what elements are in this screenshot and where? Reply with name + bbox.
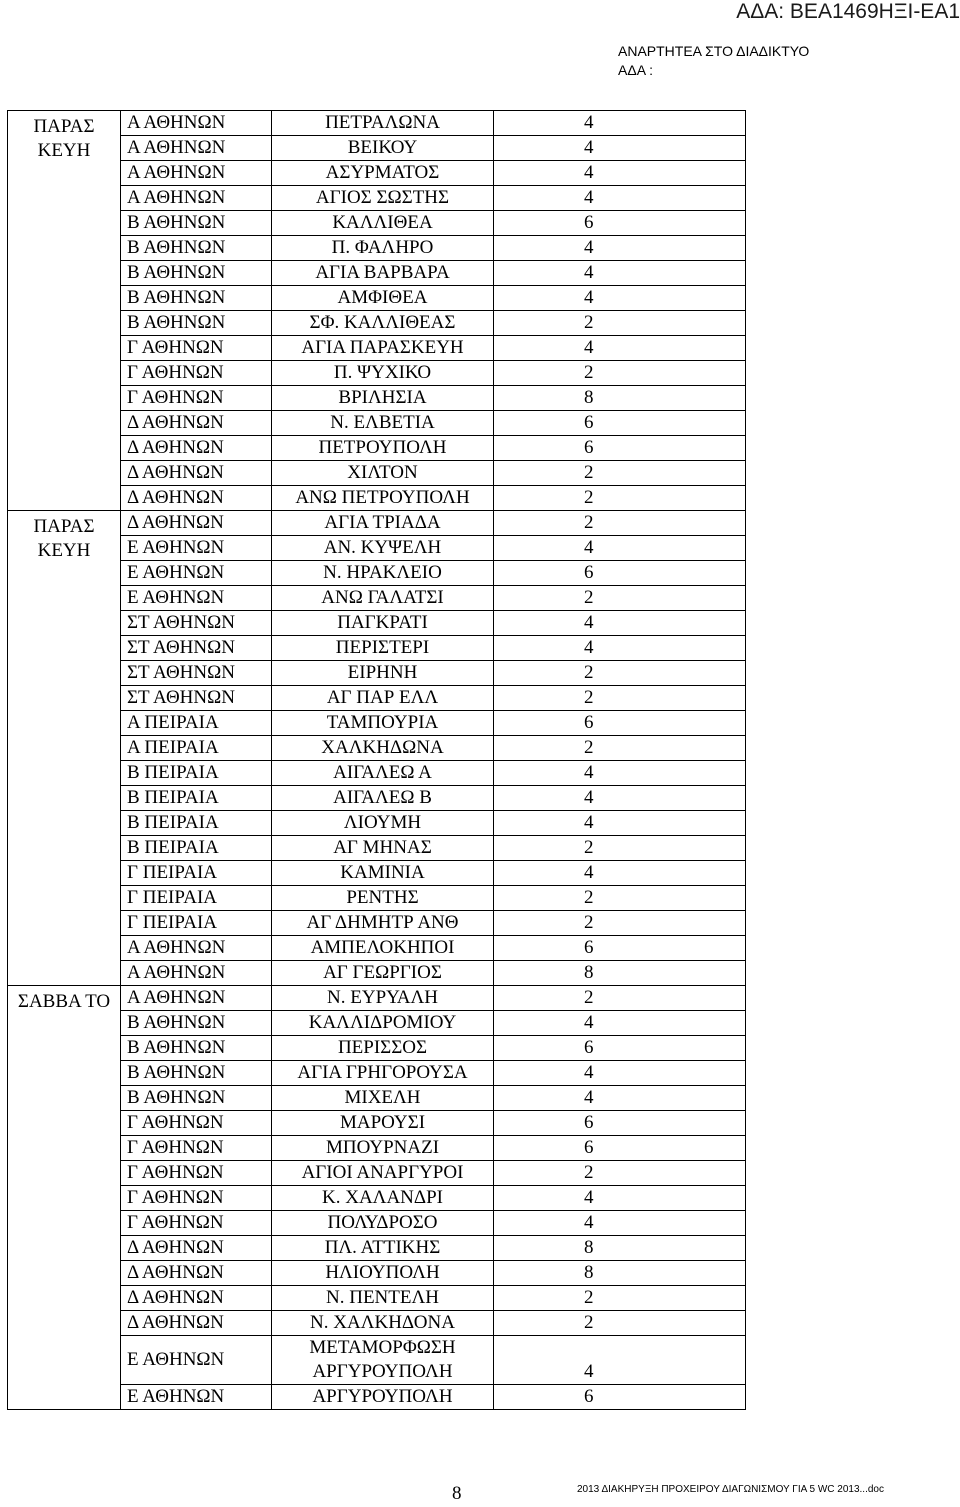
place-cell: ΑΓΙΑ ΒΑΡΒΑΡΑ bbox=[272, 261, 494, 286]
area-cell: Α ΑΘΗΝΩΝ bbox=[121, 111, 272, 136]
count-cell: 4 bbox=[494, 186, 746, 211]
count-cell: 6 bbox=[494, 711, 746, 736]
area-cell: Α ΑΘΗΝΩΝ bbox=[121, 936, 272, 961]
place-cell: ΑΓ ΓΕΩΡΓΙΟΣ bbox=[272, 961, 494, 986]
place-cell: ΕΙΡΗΝΗ bbox=[272, 661, 494, 686]
area-cell: Β ΠΕΙΡΑΙΑ bbox=[121, 836, 272, 861]
place-cell: ΜΠΟΥΡΝΑΖΙ bbox=[272, 1136, 494, 1161]
table-row bbox=[8, 111, 746, 136]
place-cell: Κ. ΧΑΛΑΝΔΡΙ bbox=[272, 1186, 494, 1211]
count-cell: 2 bbox=[494, 661, 746, 686]
area-cell: Γ ΑΘΗΝΩΝ bbox=[121, 1161, 272, 1186]
place-cell: ΑΓΙΑ ΠΑΡΑΣΚΕΥΗ bbox=[272, 336, 494, 361]
area-cell: Α ΑΘΗΝΩΝ bbox=[121, 161, 272, 186]
place-cell: ΑΝ. ΚΥΨΕΛΗ bbox=[272, 536, 494, 561]
count-cell: 2 bbox=[494, 511, 746, 536]
count-cell: 4 bbox=[494, 536, 746, 561]
area-cell: ΣΤ ΑΘΗΝΩΝ bbox=[121, 686, 272, 711]
place-cell: ΑΝΩ ΓΑΛΑΤΣΙ bbox=[272, 586, 494, 611]
area-cell: Δ ΑΘΗΝΩΝ bbox=[121, 1261, 272, 1286]
place-cell: ΑΜΦΙΘΕΑ bbox=[272, 286, 494, 311]
footer-doc-name: 2013 ΔΙΑΚΗΡΥΞΗ ΠΡΟΧΕΙΡΟΥ ΔΙΑΓΩΝΙΣΜΟΥ ΓΙΑ 5 WC 2013...doc bbox=[577, 1484, 884, 1495]
area-cell: Γ ΑΘΗΝΩΝ bbox=[121, 361, 272, 386]
place-cell: ΠΕΤΡΑΛΩΝΑ bbox=[272, 111, 494, 136]
place-cell: ΡΕΝΤΗΣ bbox=[272, 886, 494, 911]
place-cell: ΧΙΛΤΟΝ bbox=[272, 461, 494, 486]
area-cell: Γ ΠΕΙΡΑΙΑ bbox=[121, 911, 272, 936]
area-cell: ΣΤ ΑΘΗΝΩΝ bbox=[121, 636, 272, 661]
count-cell: 4 bbox=[494, 1336, 746, 1385]
place-cell: Ν. ΠΕΝΤΕΛΗ bbox=[272, 1286, 494, 1311]
schedule-table bbox=[7, 110, 746, 1410]
count-cell: 4 bbox=[494, 786, 746, 811]
area-cell: Γ ΑΘΗΝΩΝ bbox=[121, 1111, 272, 1136]
place-cell: ΑΣΥΡΜΑΤΟΣ bbox=[272, 161, 494, 186]
place-line-1: ΜΕΤΑΜΟΡΦΩΣΗ bbox=[309, 1337, 456, 1358]
place-cell: ΒΡΙΛΗΣΙΑ bbox=[272, 386, 494, 411]
count-cell: 2 bbox=[494, 736, 746, 761]
place-cell: ΑΝΩ ΠΕΤΡΟΥΠΟΛΗ bbox=[272, 486, 494, 511]
area-cell: Ε ΑΘΗΝΩΝ bbox=[121, 1385, 272, 1410]
count-cell: 2 bbox=[494, 311, 746, 336]
count-cell: 2 bbox=[494, 1286, 746, 1311]
count-cell: 4 bbox=[494, 286, 746, 311]
page-number: 8 bbox=[452, 1483, 462, 1504]
place-cell: ΠΑΓΚΡΑΤΙ bbox=[272, 611, 494, 636]
place-cell: Π. ΨΥΧΙΚΟ bbox=[272, 361, 494, 386]
place-cell: Π. ΦΑΛΗΡΟ bbox=[272, 236, 494, 261]
area-cell: Β ΑΘΗΝΩΝ bbox=[121, 261, 272, 286]
place-cell bbox=[272, 1336, 494, 1385]
area-cell: Β ΑΘΗΝΩΝ bbox=[121, 236, 272, 261]
count-cell: 4 bbox=[494, 1211, 746, 1236]
count-cell: 2 bbox=[494, 911, 746, 936]
place-cell: ΚΑΛΛΙΔΡΟΜΙΟΥ bbox=[272, 1011, 494, 1036]
place-cell: ΑΓΙΟΙ ΑΝΑΡΓΥΡΟΙ bbox=[272, 1161, 494, 1186]
place-cell: Ν. ΕΥΡΥΑΛΗ bbox=[272, 986, 494, 1011]
place-cell: ΒΕΙΚΟΥ bbox=[272, 136, 494, 161]
area-cell: Α ΠΕΙΡΑΙΑ bbox=[121, 736, 272, 761]
area-cell: Γ ΑΘΗΝΩΝ bbox=[121, 336, 272, 361]
posting-note bbox=[618, 42, 809, 80]
table-row bbox=[8, 986, 746, 1011]
area-cell: Ε ΑΘΗΝΩΝ bbox=[121, 561, 272, 586]
area-cell: Β ΑΘΗΝΩΝ bbox=[121, 1011, 272, 1036]
place-cell: ΑΡΓΥΡΟΥΠΟΛΗ bbox=[272, 1385, 494, 1410]
count-cell: 4 bbox=[494, 1186, 746, 1211]
place-cell: ΤΑΜΠΟΥΡΙΑ bbox=[272, 711, 494, 736]
count-cell: 4 bbox=[494, 1061, 746, 1086]
posting-note-line-1: ΑΝΑΡΤΗΤΕΑ ΣΤΟ ΔΙΑΔΙΚΤΥΟ bbox=[618, 43, 810, 59]
place-cell: ΑΙΓΑΛΕΩ Α bbox=[272, 761, 494, 786]
place-cell: ΚΑΜΙΝΙΑ bbox=[272, 861, 494, 886]
area-cell: Β ΑΘΗΝΩΝ bbox=[121, 1036, 272, 1061]
count-cell: 8 bbox=[494, 1261, 746, 1286]
count-cell: 2 bbox=[494, 1161, 746, 1186]
place-cell: ΠΕΡΙΣΤΕΡΙ bbox=[272, 636, 494, 661]
area-cell: Ε ΑΘΗΝΩΝ bbox=[121, 586, 272, 611]
place-cell: ΚΑΛΛΙΘΕΑ bbox=[272, 211, 494, 236]
count-cell: 2 bbox=[494, 836, 746, 861]
count-cell: 4 bbox=[494, 761, 746, 786]
count-cell: 4 bbox=[494, 811, 746, 836]
place-cell: ΑΙΓΑΛΕΩ Β bbox=[272, 786, 494, 811]
count-cell: 8 bbox=[494, 961, 746, 986]
area-cell: Α ΑΘΗΝΩΝ bbox=[121, 136, 272, 161]
count-cell: 4 bbox=[494, 161, 746, 186]
count-cell: 2 bbox=[494, 586, 746, 611]
place-cell: ΠΛ. ΑΤΤΙΚΗΣ bbox=[272, 1236, 494, 1261]
count-cell: 8 bbox=[494, 1236, 746, 1261]
count-cell: 4 bbox=[494, 261, 746, 286]
day-cell-friday-2: ΠΑΡΑΣ ΚΕΥΗ bbox=[8, 511, 121, 986]
place-cell: ΑΓ ΜΗΝΑΣ bbox=[272, 836, 494, 861]
count-cell: 6 bbox=[494, 436, 746, 461]
area-cell: Ε ΑΘΗΝΩΝ bbox=[121, 536, 272, 561]
area-cell: Α ΠΕΙΡΑΙΑ bbox=[121, 711, 272, 736]
day-cell-friday-1: ΠΑΡΑΣ ΚΕΥΗ bbox=[8, 111, 121, 511]
place-cell: ΑΓΙΟΣ ΣΩΣΤΗΣ bbox=[272, 186, 494, 211]
place-cell: ΠΕΤΡΟΥΠΟΛΗ bbox=[272, 436, 494, 461]
area-cell: Α ΑΘΗΝΩΝ bbox=[121, 961, 272, 986]
count-cell: 6 bbox=[494, 561, 746, 586]
place-cell: ΧΑΛΚΗΔΩΝΑ bbox=[272, 736, 494, 761]
table-row bbox=[8, 511, 746, 536]
count-cell: 4 bbox=[494, 1086, 746, 1111]
area-cell: Β ΑΘΗΝΩΝ bbox=[121, 311, 272, 336]
area-cell: Δ ΑΘΗΝΩΝ bbox=[121, 511, 272, 536]
count-cell: 6 bbox=[494, 1111, 746, 1136]
place-cell: ΣΦ. ΚΑΛΛΙΘΕΑΣ bbox=[272, 311, 494, 336]
count-cell: 6 bbox=[494, 936, 746, 961]
area-cell: Ε ΑΘΗΝΩΝ bbox=[121, 1336, 272, 1385]
area-cell: Γ ΑΘΗΝΩΝ bbox=[121, 1211, 272, 1236]
count-cell: 8 bbox=[494, 386, 746, 411]
count-cell: 2 bbox=[494, 486, 746, 511]
count-cell: 4 bbox=[494, 636, 746, 661]
count-cell: 2 bbox=[494, 461, 746, 486]
area-cell: Γ ΑΘΗΝΩΝ bbox=[121, 386, 272, 411]
area-cell: Β ΑΘΗΝΩΝ bbox=[121, 286, 272, 311]
count-cell: 2 bbox=[494, 361, 746, 386]
place-cell: ΛΙΟΥΜΗ bbox=[272, 811, 494, 836]
area-cell: Δ ΑΘΗΝΩΝ bbox=[121, 486, 272, 511]
place-cell: ΑΓΙΑ ΤΡΙΑΔΑ bbox=[272, 511, 494, 536]
area-cell: Α ΑΘΗΝΩΝ bbox=[121, 986, 272, 1011]
count-cell: 6 bbox=[494, 1385, 746, 1410]
count-cell: 6 bbox=[494, 211, 746, 236]
area-cell: Δ ΑΘΗΝΩΝ bbox=[121, 461, 272, 486]
count-cell: 2 bbox=[494, 886, 746, 911]
count-cell: 6 bbox=[494, 1136, 746, 1161]
area-cell: Γ ΑΘΗΝΩΝ bbox=[121, 1136, 272, 1161]
count-cell: 4 bbox=[494, 611, 746, 636]
count-cell: 2 bbox=[494, 1311, 746, 1336]
count-cell: 4 bbox=[494, 861, 746, 886]
place-cell: ΜΙΧΕΛΗ bbox=[272, 1086, 494, 1111]
place-cell: Ν. ΗΡΑΚΛΕΙΟ bbox=[272, 561, 494, 586]
area-cell: Γ ΠΕΙΡΑΙΑ bbox=[121, 861, 272, 886]
area-cell: Β ΠΕΙΡΑΙΑ bbox=[121, 786, 272, 811]
area-cell: Β ΑΘΗΝΩΝ bbox=[121, 1086, 272, 1111]
place-cell: Ν. ΕΛΒΕΤΙΑ bbox=[272, 411, 494, 436]
area-cell: Δ ΑΘΗΝΩΝ bbox=[121, 1236, 272, 1261]
place-cell: ΑΓΙΑ ΓΡΗΓΟΡΟΥΣΑ bbox=[272, 1061, 494, 1086]
place-cell: ΑΜΠΕΛΟΚΗΠΟΙ bbox=[272, 936, 494, 961]
place-line-2: ΑΡΓΥΡΟΥΠΟΛΗ bbox=[312, 1361, 453, 1382]
count-cell: 4 bbox=[494, 1011, 746, 1036]
area-cell: Δ ΑΘΗΝΩΝ bbox=[121, 1286, 272, 1311]
place-cell: Ν. ΧΑΛΚΗΔΟΝΑ bbox=[272, 1311, 494, 1336]
area-cell: ΣΤ ΑΘΗΝΩΝ bbox=[121, 661, 272, 686]
area-cell: Α ΑΘΗΝΩΝ bbox=[121, 186, 272, 211]
place-cell: ΑΓ ΠΑΡ ΕΛΛ bbox=[272, 686, 494, 711]
count-cell: 2 bbox=[494, 986, 746, 1011]
count-cell: 4 bbox=[494, 236, 746, 261]
area-cell: Δ ΑΘΗΝΩΝ bbox=[121, 1311, 272, 1336]
day-cell-saturday: ΣΑΒΒΑ ΤΟ bbox=[8, 986, 121, 1410]
area-cell: ΣΤ ΑΘΗΝΩΝ bbox=[121, 611, 272, 636]
posting-note-line-2: ΑΔΑ : bbox=[618, 62, 654, 78]
place-cell: ΜΑΡΟΥΣΙ bbox=[272, 1111, 494, 1136]
count-cell: 4 bbox=[494, 336, 746, 361]
area-cell: Δ ΑΘΗΝΩΝ bbox=[121, 411, 272, 436]
count-cell: 4 bbox=[494, 111, 746, 136]
count-cell: 4 bbox=[494, 136, 746, 161]
area-cell: Β ΠΕΙΡΑΙΑ bbox=[121, 761, 272, 786]
place-cell: ΠΕΡΙΣΣΟΣ bbox=[272, 1036, 494, 1061]
count-cell: 6 bbox=[494, 411, 746, 436]
area-cell: Β ΑΘΗΝΩΝ bbox=[121, 1061, 272, 1086]
area-cell: Γ ΠΕΙΡΑΙΑ bbox=[121, 886, 272, 911]
place-cell: ΗΛΙΟΥΠΟΛΗ bbox=[272, 1261, 494, 1286]
count-cell: 6 bbox=[494, 1036, 746, 1061]
area-cell: Β ΑΘΗΝΩΝ bbox=[121, 211, 272, 236]
area-cell: Γ ΑΘΗΝΩΝ bbox=[121, 1186, 272, 1211]
area-cell: Β ΠΕΙΡΑΙΑ bbox=[121, 811, 272, 836]
place-cell: ΠΟΛΥΔΡΟΣΟ bbox=[272, 1211, 494, 1236]
ada-code: ΑΔΑ: ΒΕΑ1469ΗΞΙ-ΕΑ1 bbox=[736, 0, 960, 23]
area-cell: Δ ΑΘΗΝΩΝ bbox=[121, 436, 272, 461]
place-cell: ΑΓ ΔΗΜΗΤΡ ΑΝΘ bbox=[272, 911, 494, 936]
count-cell: 2 bbox=[494, 686, 746, 711]
